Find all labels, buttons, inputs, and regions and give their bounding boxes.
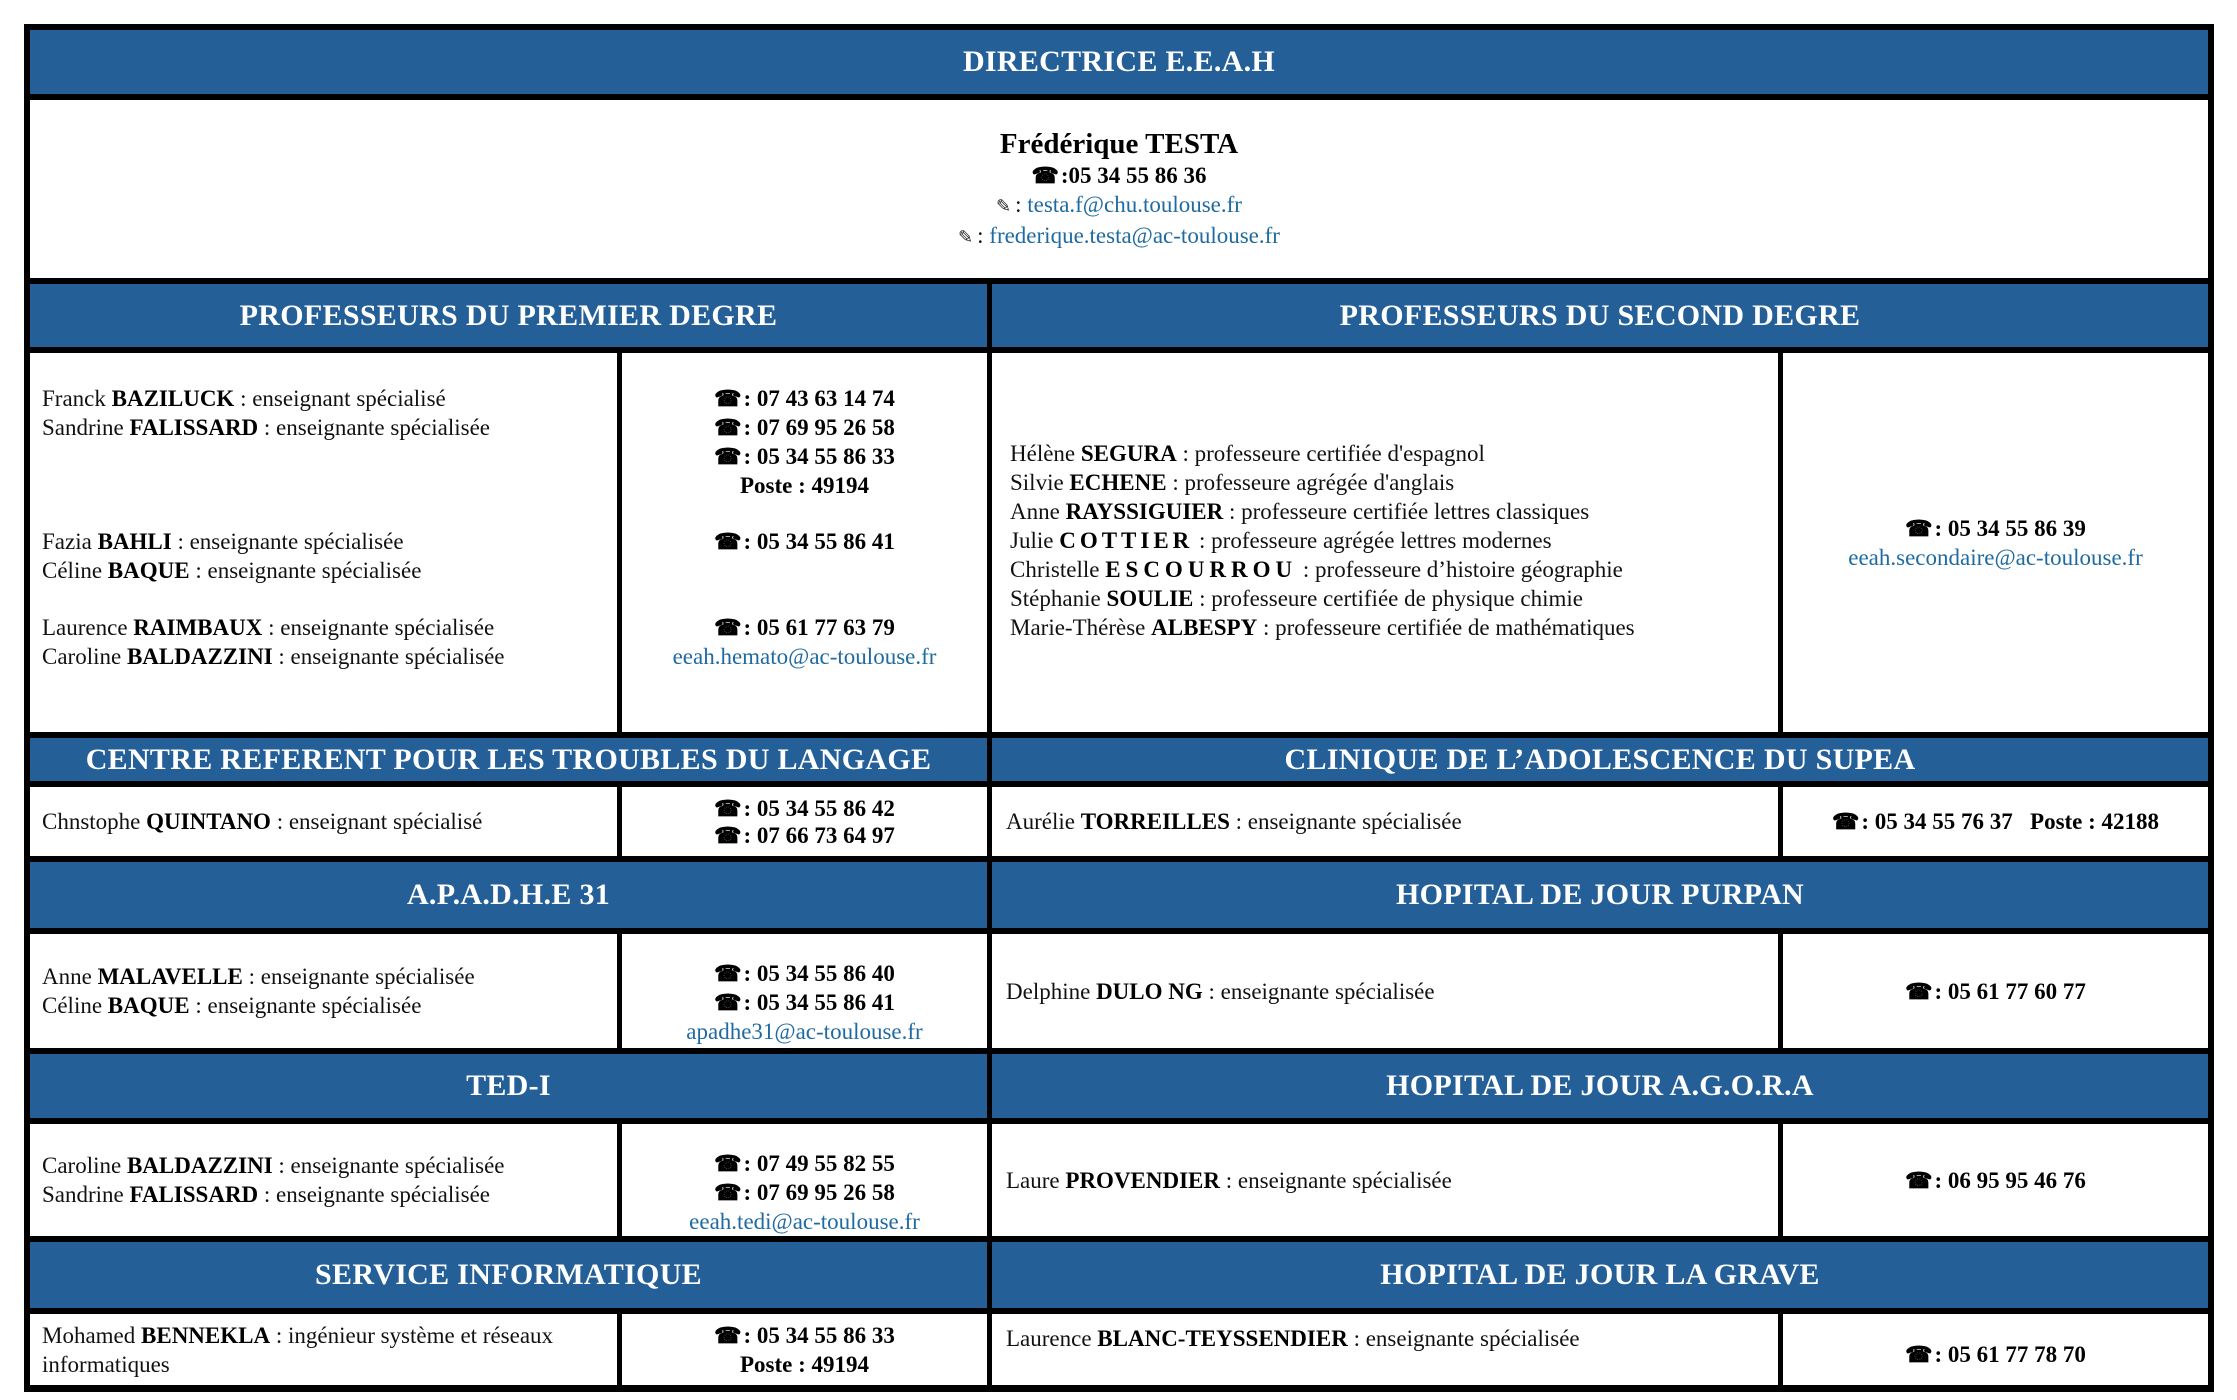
text: : professeure agrégée lettres modernes [1193, 528, 1552, 553]
phone-icon: ☎ [714, 529, 742, 554]
person-last-name: COTTIER [1059, 528, 1194, 553]
person-last-name: SEGURA [1080, 441, 1177, 466]
person-last-name: RAYSSIGUIER [1065, 499, 1224, 524]
text: CENTRE REFERENT POUR LES TROUBLES DU LANGAGE [85, 742, 932, 776]
text: A.P.A.D.H.E 31 [406, 878, 611, 911]
director-email-chu[interactable]: testa.f@chu.toulouse.fr [1027, 191, 1242, 217]
text [622, 527, 987, 556]
person-row [1010, 439, 1635, 468]
section-header-directrice [30, 30, 2208, 94]
text: Anne [1010, 499, 1060, 524]
langage-person [30, 787, 617, 856]
phone-icon: ☎ [1031, 162, 1059, 188]
text-line [42, 991, 617, 1020]
text-line [42, 962, 617, 991]
text: Chnstophe [42, 809, 141, 834]
text: : 05 61 77 78 70 [1934, 1342, 2086, 1367]
director-name: Frédérique TESTA [999, 127, 1239, 160]
person-last-name: QUINTANO [146, 809, 271, 834]
text: : [1015, 191, 1028, 217]
poste-extension: Poste : 49194 [739, 1351, 870, 1377]
text: : professeure d’histoire géographie [1297, 557, 1623, 582]
text: Fazia [42, 529, 92, 554]
person-row [42, 413, 490, 442]
text: Silvie [1010, 470, 1064, 495]
text: Sandrine [42, 1182, 124, 1207]
text: : enseignante spécialisée [262, 615, 495, 640]
lagrave-person [992, 1314, 1778, 1385]
poste-extension: Poste : 49194 [739, 473, 870, 498]
person-last-name: BALDAZZINI [126, 644, 273, 669]
text: SERVICE INFORMATIQUE [315, 1258, 702, 1291]
text-line [42, 1180, 617, 1209]
section-header-apadhe [30, 862, 987, 928]
second-degre-contacts [1783, 353, 2208, 732]
text: Laure [1006, 1167, 1060, 1193]
text: : professeure agrégée d'anglais [1166, 470, 1455, 495]
phone-icon: ☎ [1905, 1342, 1933, 1367]
text: : 05 34 55 86 41 [743, 990, 895, 1015]
text: : 05 34 55 86 40 [743, 961, 895, 986]
text: : 05 61 77 60 77 [1934, 978, 2086, 1004]
section-title: DIRECTRICE E.E.A.H [962, 45, 1276, 78]
phone-number [714, 795, 895, 822]
section-header-tedi [30, 1054, 987, 1118]
text [622, 959, 987, 1046]
text [996, 190, 1242, 221]
email-link-tedi[interactable]: eeah.tedi@ac-toulouse.fr [689, 1209, 920, 1234]
phone-icon: ☎ [714, 961, 742, 986]
phone-number [622, 613, 987, 642]
text: Laurence [42, 615, 128, 640]
person-row [1010, 497, 1635, 526]
text: Marie-Thérèse [1010, 615, 1146, 640]
section-header-second-degre [992, 284, 2208, 347]
text [42, 527, 421, 585]
text: TED-I [466, 1069, 551, 1102]
person-last-name: ALBESPY [1151, 615, 1258, 640]
email-link-apadhe[interactable]: apadhe31@ac-toulouse.fr [686, 1019, 923, 1044]
text: : 05 61 77 63 79 [743, 615, 895, 640]
agora-person [992, 1124, 1778, 1236]
person-last-name: DULO NG [1096, 978, 1203, 1004]
phone-icon: ☎ [714, 386, 742, 411]
text: : 06 95 95 46 76 [1934, 1167, 2086, 1193]
apadhe-people [30, 934, 617, 1048]
person-last-name: PROVENDIER [1065, 1167, 1221, 1193]
phone-number [1031, 161, 1206, 190]
text [622, 384, 987, 500]
person-last-name: FALISSARD [129, 1182, 259, 1207]
text-line [1006, 1166, 1778, 1195]
phone-icon: ☎ [714, 1180, 742, 1205]
person-row [42, 556, 421, 585]
text: : enseignante spécialisée [1347, 1326, 1580, 1351]
phone-number [1905, 514, 2086, 543]
second-degre-people [992, 353, 1778, 732]
person-last-name: BALDAZZINI [126, 1153, 273, 1178]
text: : 05 34 55 76 37 [1861, 809, 2013, 834]
text-line [42, 807, 617, 836]
text: : enseignante spécialisée [258, 415, 490, 440]
phone-number [714, 822, 895, 849]
text: HOPITAL DE JOUR PURPAN [1396, 878, 1804, 911]
text: Delphine [1006, 978, 1091, 1004]
text: : enseignante spécialisée [272, 644, 505, 669]
purpan-person [992, 934, 1778, 1048]
phone-number [622, 413, 987, 442]
phone-icon: ☎ [1905, 515, 1933, 541]
text: PROFESSEURS DU SECOND DEGRE [1339, 298, 1861, 332]
phone-number [1832, 807, 2159, 836]
person-last-name: SOULIE [1106, 586, 1194, 611]
text: : enseignante spécialisée [171, 529, 404, 554]
person-row [1010, 613, 1635, 642]
text: : enseignant spécialisé [270, 809, 483, 834]
text [42, 384, 490, 442]
phone-number [714, 1321, 895, 1350]
poste-extension: Poste : 42188 [2030, 809, 2160, 834]
person-row [1010, 555, 1635, 584]
text-line [42, 1321, 617, 1350]
text: : enseignante spécialisée [272, 1153, 505, 1178]
text: : 05 34 55 86 33 [743, 1322, 895, 1348]
text: : enseignante spécialisée [1229, 809, 1462, 834]
phone-number [622, 384, 987, 413]
lagrave-contacts [1783, 1314, 2208, 1385]
mail-icon: ✎ [958, 226, 974, 247]
text: Stéphanie [1010, 586, 1101, 611]
section-header-agora [992, 1054, 2208, 1118]
text: Mohamed [42, 1322, 136, 1348]
text: Céline [42, 558, 103, 583]
phone-number [622, 1178, 987, 1207]
text: : 07 69 95 26 58 [743, 1180, 895, 1205]
phone-number [1905, 977, 2086, 1006]
text: : 07 49 55 82 55 [743, 1151, 895, 1176]
phone-icon: ☎ [1905, 1167, 1933, 1193]
text: : 07 69 95 26 58 [743, 415, 895, 440]
text: Aurélie [1006, 809, 1075, 834]
text: CLINIQUE DE L’ADOLESCENCE DU SUPEA [1284, 742, 1916, 776]
email-link-hemato[interactable]: eeah.hemato@ac-toulouse.fr [672, 644, 937, 669]
text: : professeure certifiée d'espagnol [1176, 441, 1485, 466]
person-last-name: BAHLI [97, 529, 172, 554]
text: PROFESSEURS DU PREMIER DEGRE [239, 298, 778, 332]
text: Laurence [1006, 1326, 1092, 1351]
phone-icon: ☎ [714, 822, 742, 848]
person-last-name: FALISSARD [129, 415, 259, 440]
phone-number [1905, 1166, 2086, 1195]
text: Caroline [42, 644, 122, 669]
text: : 05 34 55 86 41 [743, 529, 895, 554]
person-last-name: MALAVELLE [97, 964, 243, 989]
supea-contacts [1783, 787, 2208, 856]
text: Céline [42, 993, 103, 1018]
text: Caroline [42, 1153, 122, 1178]
director-cell [30, 100, 2208, 278]
phone-icon: ☎ [714, 444, 742, 469]
text: Julie [1010, 528, 1054, 553]
purpan-contacts [1783, 934, 2208, 1048]
agora-contacts [1783, 1124, 2208, 1236]
premier-degre-people [30, 353, 617, 732]
premier-degre-contacts [622, 353, 987, 732]
person-row [42, 527, 421, 556]
director-phone: :05 34 55 86 36 [1060, 162, 1207, 188]
apadhe-contacts [622, 934, 987, 1048]
person-last-name: BAZILUCK [111, 386, 235, 411]
section-header-informatique [30, 1242, 987, 1308]
informatique-person [30, 1314, 617, 1385]
text: : professeure certifiée de physique chimie [1193, 586, 1583, 611]
text: : [977, 222, 990, 248]
text: : enseignante spécialisée [189, 558, 422, 583]
text [958, 221, 1280, 252]
text: : 05 34 55 86 42 [743, 795, 895, 821]
person-row [1010, 526, 1635, 555]
person-last-name: ESCOURROU [1105, 557, 1298, 582]
text: : 07 66 73 64 97 [743, 822, 895, 848]
phone-number [622, 988, 987, 1017]
phone-icon: ☎ [714, 1151, 742, 1176]
phone-icon: ☎ [714, 415, 742, 440]
text: : enseignante spécialisée [1220, 1167, 1452, 1193]
section-header-premier-degre [30, 284, 987, 347]
text: Sandrine [42, 415, 124, 440]
text: : 07 43 63 14 74 [743, 386, 895, 411]
text: Hélène [1010, 441, 1076, 466]
text [42, 613, 505, 671]
text: : enseignante spécialisée [189, 993, 422, 1018]
person-last-name: BAQUE [107, 558, 190, 583]
person-row [1010, 584, 1635, 613]
text [622, 613, 987, 671]
person-last-name: BENNEKLA [141, 1322, 271, 1348]
text-line [1006, 807, 1778, 836]
person-row [42, 613, 505, 642]
text [1010, 439, 1635, 642]
phone-icon: ☎ [714, 990, 742, 1015]
mail-icon: ✎ [996, 195, 1012, 216]
langage-contacts [622, 787, 987, 856]
person-last-name: ECHENE [1069, 470, 1167, 495]
text [622, 1149, 987, 1236]
supea-person [992, 787, 1778, 856]
text: : enseignant spécialisé [234, 386, 446, 411]
text-line [1006, 1324, 1580, 1353]
text: HOPITAL DE JOUR A.G.O.R.A [1386, 1069, 1814, 1102]
text-line: informatiques [42, 1351, 170, 1377]
text: Franck [42, 386, 106, 411]
text: Christelle [1010, 557, 1100, 582]
text: : enseignante spécialisée [1202, 978, 1435, 1004]
email-link-secondaire[interactable]: eeah.secondaire@ac-toulouse.fr [1848, 544, 2143, 570]
phone-number [622, 959, 987, 988]
text: : professeure certifiée de mathématiques [1257, 615, 1635, 640]
text-line [42, 1151, 617, 1180]
person-last-name: BLANC-TEYSSENDIER [1097, 1326, 1348, 1351]
text-line [1006, 977, 1778, 1006]
section-header-purpan [992, 862, 2208, 928]
person-row [1010, 468, 1635, 497]
text: : 05 34 55 86 39 [1934, 515, 2086, 541]
phone-icon: ☎ [714, 1322, 742, 1348]
person-last-name: BAQUE [107, 993, 190, 1018]
text: : enseignante spécialisée [242, 964, 475, 989]
phone-icon: ☎ [714, 795, 742, 821]
text: : enseignante spécialisée [258, 1182, 490, 1207]
person-row [42, 384, 490, 413]
person-last-name: TORREILLES [1080, 809, 1230, 834]
text: : professeure certifiée lettres classiques [1223, 499, 1590, 524]
phone-number [622, 442, 987, 471]
text: : ingénieur système et réseaux [270, 1322, 554, 1348]
phone-number [1905, 1340, 2086, 1369]
director-email-ac[interactable]: frederique.testa@ac-toulouse.fr [989, 222, 1280, 248]
phone-number [622, 1149, 987, 1178]
informatique-contacts [622, 1314, 987, 1385]
section-header-langage [30, 738, 987, 781]
section-header-supea [992, 738, 2208, 781]
phone-icon: ☎ [1831, 809, 1860, 834]
text: Anne [42, 964, 92, 989]
person-last-name: RAIMBAUX [133, 615, 263, 640]
tedi-contacts [622, 1124, 987, 1236]
phone-icon: ☎ [1905, 978, 1933, 1004]
phone-icon: ☎ [714, 615, 742, 640]
text: : 05 34 55 86 33 [743, 444, 895, 469]
section-header-lagrave [992, 1242, 2208, 1308]
tedi-people [30, 1124, 617, 1236]
phone-number [622, 527, 987, 556]
person-row [42, 642, 505, 671]
text: HOPITAL DE JOUR LA GRAVE [1380, 1258, 1820, 1291]
